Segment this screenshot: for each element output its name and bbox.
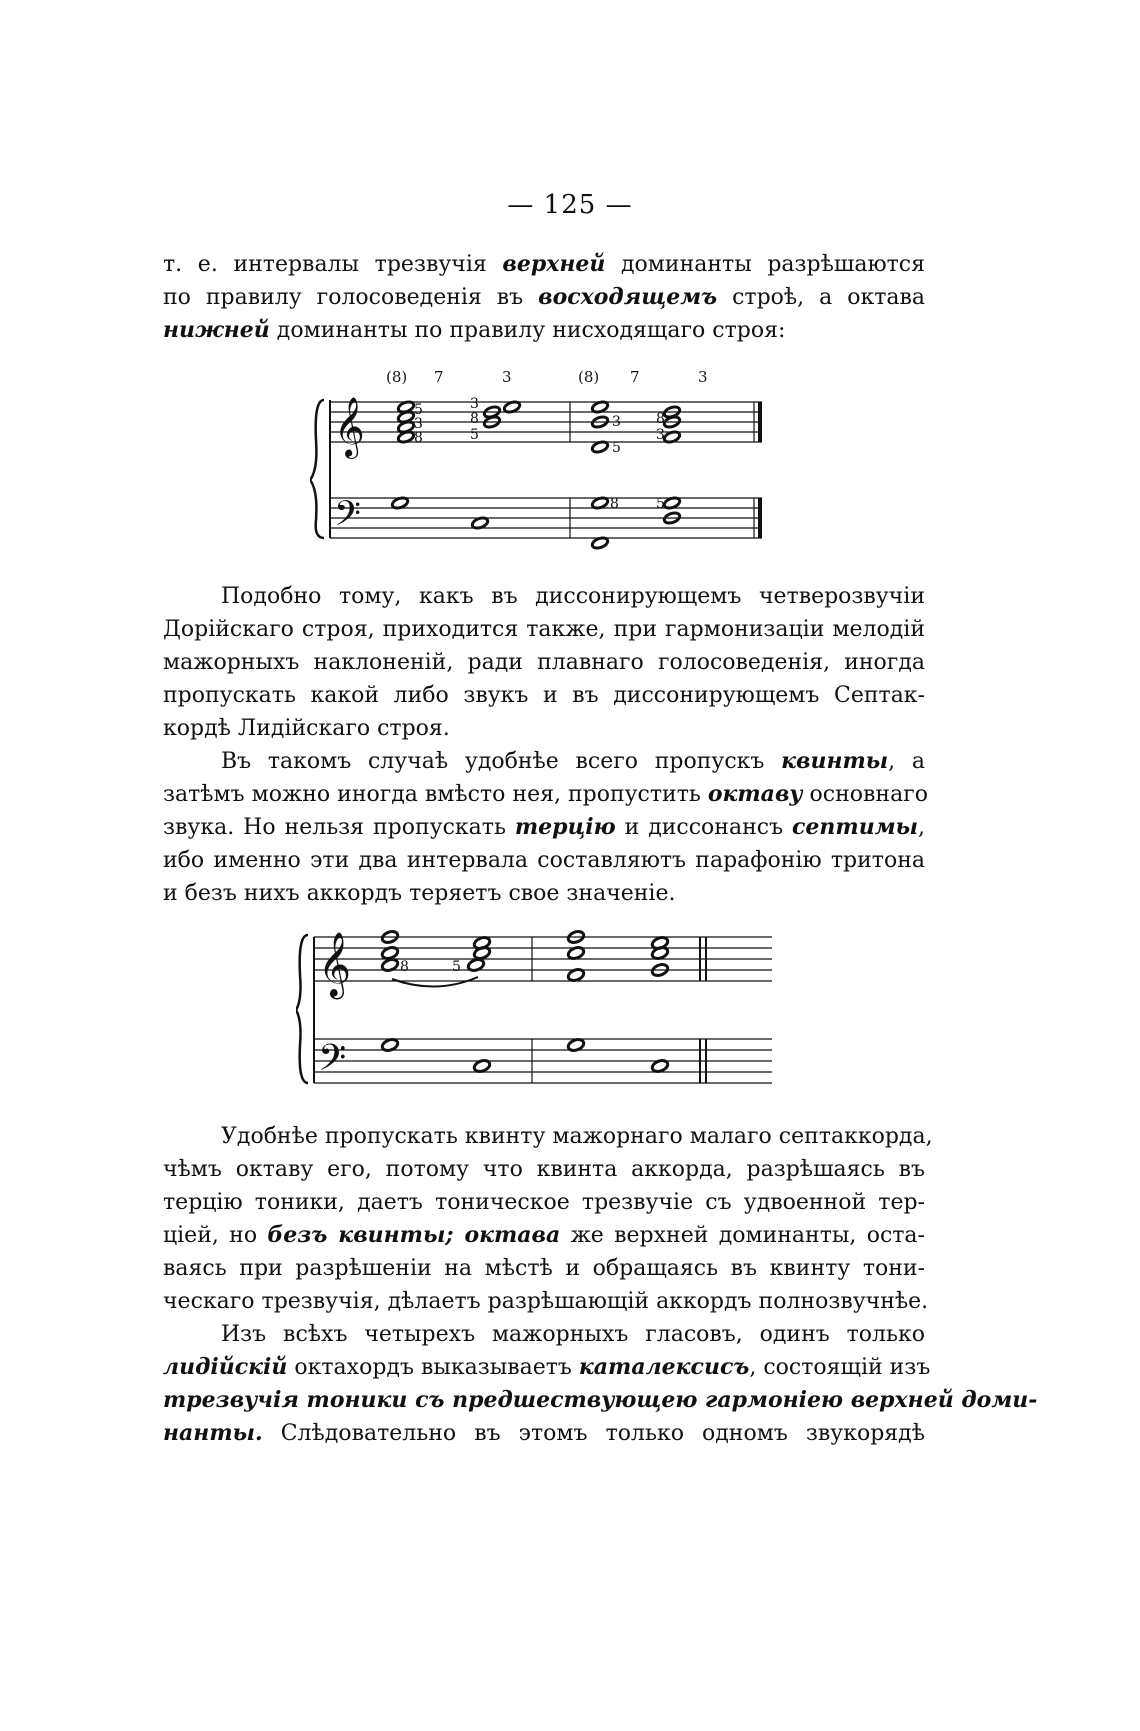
music-example-1 bbox=[310, 360, 780, 560]
para2-line4: пропускать какой либо звукъ и въ диссонирующемъ Септак- bbox=[163, 683, 925, 708]
para1-line2: по правилу голосоведенія въ восходящемъ строѣ, а октава bbox=[163, 284, 926, 310]
para3-line5: и безъ нихъ аккордъ теряетъ свое значеніе. bbox=[163, 881, 676, 906]
mark-7: 7 bbox=[434, 368, 444, 386]
para4-line6: ческаго трезвучія, дѣлаетъ разрѣшающій аккордъ полнозвучнѣе. bbox=[163, 1289, 929, 1314]
interval-label: 3 bbox=[612, 414, 621, 430]
para5-line3: трезвучія тоники съ предшествующею гармоніею верхней доми- bbox=[163, 1387, 1038, 1413]
para2-line3: мажорныхъ наклоненій, ради плавнаго голосоведенія, иногда bbox=[163, 650, 925, 675]
interval-label: 3 bbox=[470, 396, 479, 412]
interval-label: 5 bbox=[452, 959, 461, 975]
interval-label: 8 bbox=[470, 411, 479, 427]
treble-clef-icon: 𝄞 bbox=[334, 397, 365, 457]
interval-label: 5 bbox=[414, 402, 423, 418]
interval-label: 3 bbox=[414, 416, 423, 432]
treble-clef-icon: 𝄞 bbox=[318, 932, 352, 997]
interval-label: 8 bbox=[414, 430, 423, 446]
music-example-2 bbox=[296, 925, 796, 1095]
para4-line5: ваясь при разрѣшеніи на мѣстѣ и обращаясь въ квинту тони- bbox=[163, 1256, 925, 1281]
para3-line4: ибо именно эти два интервала составляютъ парафонію тритона bbox=[163, 848, 925, 873]
tie-arc bbox=[392, 977, 478, 987]
treble-staff bbox=[314, 937, 772, 981]
mark-7: 7 bbox=[630, 368, 640, 386]
para1-line3: нижней доминанты по правилу нисходящаго строя: bbox=[163, 317, 786, 343]
interval-label: 5 bbox=[656, 496, 665, 512]
paragraph-2 bbox=[163, 580, 925, 745]
bass-clef-icon: 𝄢 bbox=[318, 1037, 347, 1088]
paragraph-1 bbox=[163, 248, 925, 347]
bass-clef-icon: 𝄢 bbox=[334, 493, 362, 542]
para4-line2: чѣмъ октаву его, потому что квинта аккорда, разрѣшаясь въ bbox=[163, 1157, 925, 1182]
para4-line4: ціей, но безъ квинты; октава же верхней доминанты, оста- bbox=[163, 1222, 925, 1248]
interval-label: 8 bbox=[400, 959, 409, 975]
system-brace bbox=[296, 935, 308, 1083]
treble-staff bbox=[330, 402, 762, 442]
page-number: — 125 — bbox=[507, 190, 633, 220]
para2-line1: Подобно тому, какъ въ диссонирующемъ четверозвучіи bbox=[221, 584, 925, 609]
para3-line2: затѣмъ можно иногда вмѣсто нея, пропустить октаву основнаго bbox=[163, 781, 928, 807]
para4-line3: терцію тоники, даетъ тоническое трезвучіе съ удвоенной тер- bbox=[163, 1190, 925, 1215]
para5-line4: нанты. Слѣдовательно въ этомъ только одномъ звукорядѣ bbox=[163, 1420, 925, 1446]
interval-label: 3 bbox=[656, 427, 665, 443]
bass-staff bbox=[330, 498, 762, 538]
mark-8-paren: (8) bbox=[578, 368, 600, 386]
para2-line2: Дорійскаго строя, приходится также, при гармонизаціи мелодій bbox=[163, 617, 925, 642]
interval-label: 8 bbox=[656, 411, 665, 427]
paragraph-5 bbox=[163, 1318, 1038, 1450]
paragraph-3 bbox=[163, 745, 928, 910]
para3-line1: Въ такомъ случаѣ удобнѣе всего пропускъ квинты, а bbox=[221, 748, 925, 774]
paragraph-4 bbox=[163, 1120, 933, 1318]
para4-line1: Удобнѣе пропускать квинту мажорнаго малаго септаккорда, bbox=[221, 1124, 933, 1149]
interval-label: 8 bbox=[610, 496, 619, 512]
para1-line1: т. е. интервалы трезвучія верхней доминанты разрѣшаются bbox=[163, 251, 925, 277]
para2-line5: кордѣ Лидійскаго строя. bbox=[163, 716, 450, 741]
mark-8-paren: (8) bbox=[386, 368, 408, 386]
para5-line2: лидійскій октахордъ выказываетъ каталексисъ, состоящій изъ bbox=[163, 1354, 931, 1380]
para3-line3: звука. Но нельзя пропускать терцію и диссонансъ септимы, bbox=[163, 814, 925, 840]
mark-3: 3 bbox=[698, 368, 708, 386]
para5-line1: Изъ всѣхъ четырехъ мажорныхъ гласовъ, одинъ только bbox=[221, 1322, 925, 1347]
interval-label: 5 bbox=[470, 427, 479, 443]
system-brace bbox=[310, 400, 324, 538]
mark-3: 3 bbox=[502, 368, 512, 386]
interval-label: 5 bbox=[612, 440, 621, 456]
